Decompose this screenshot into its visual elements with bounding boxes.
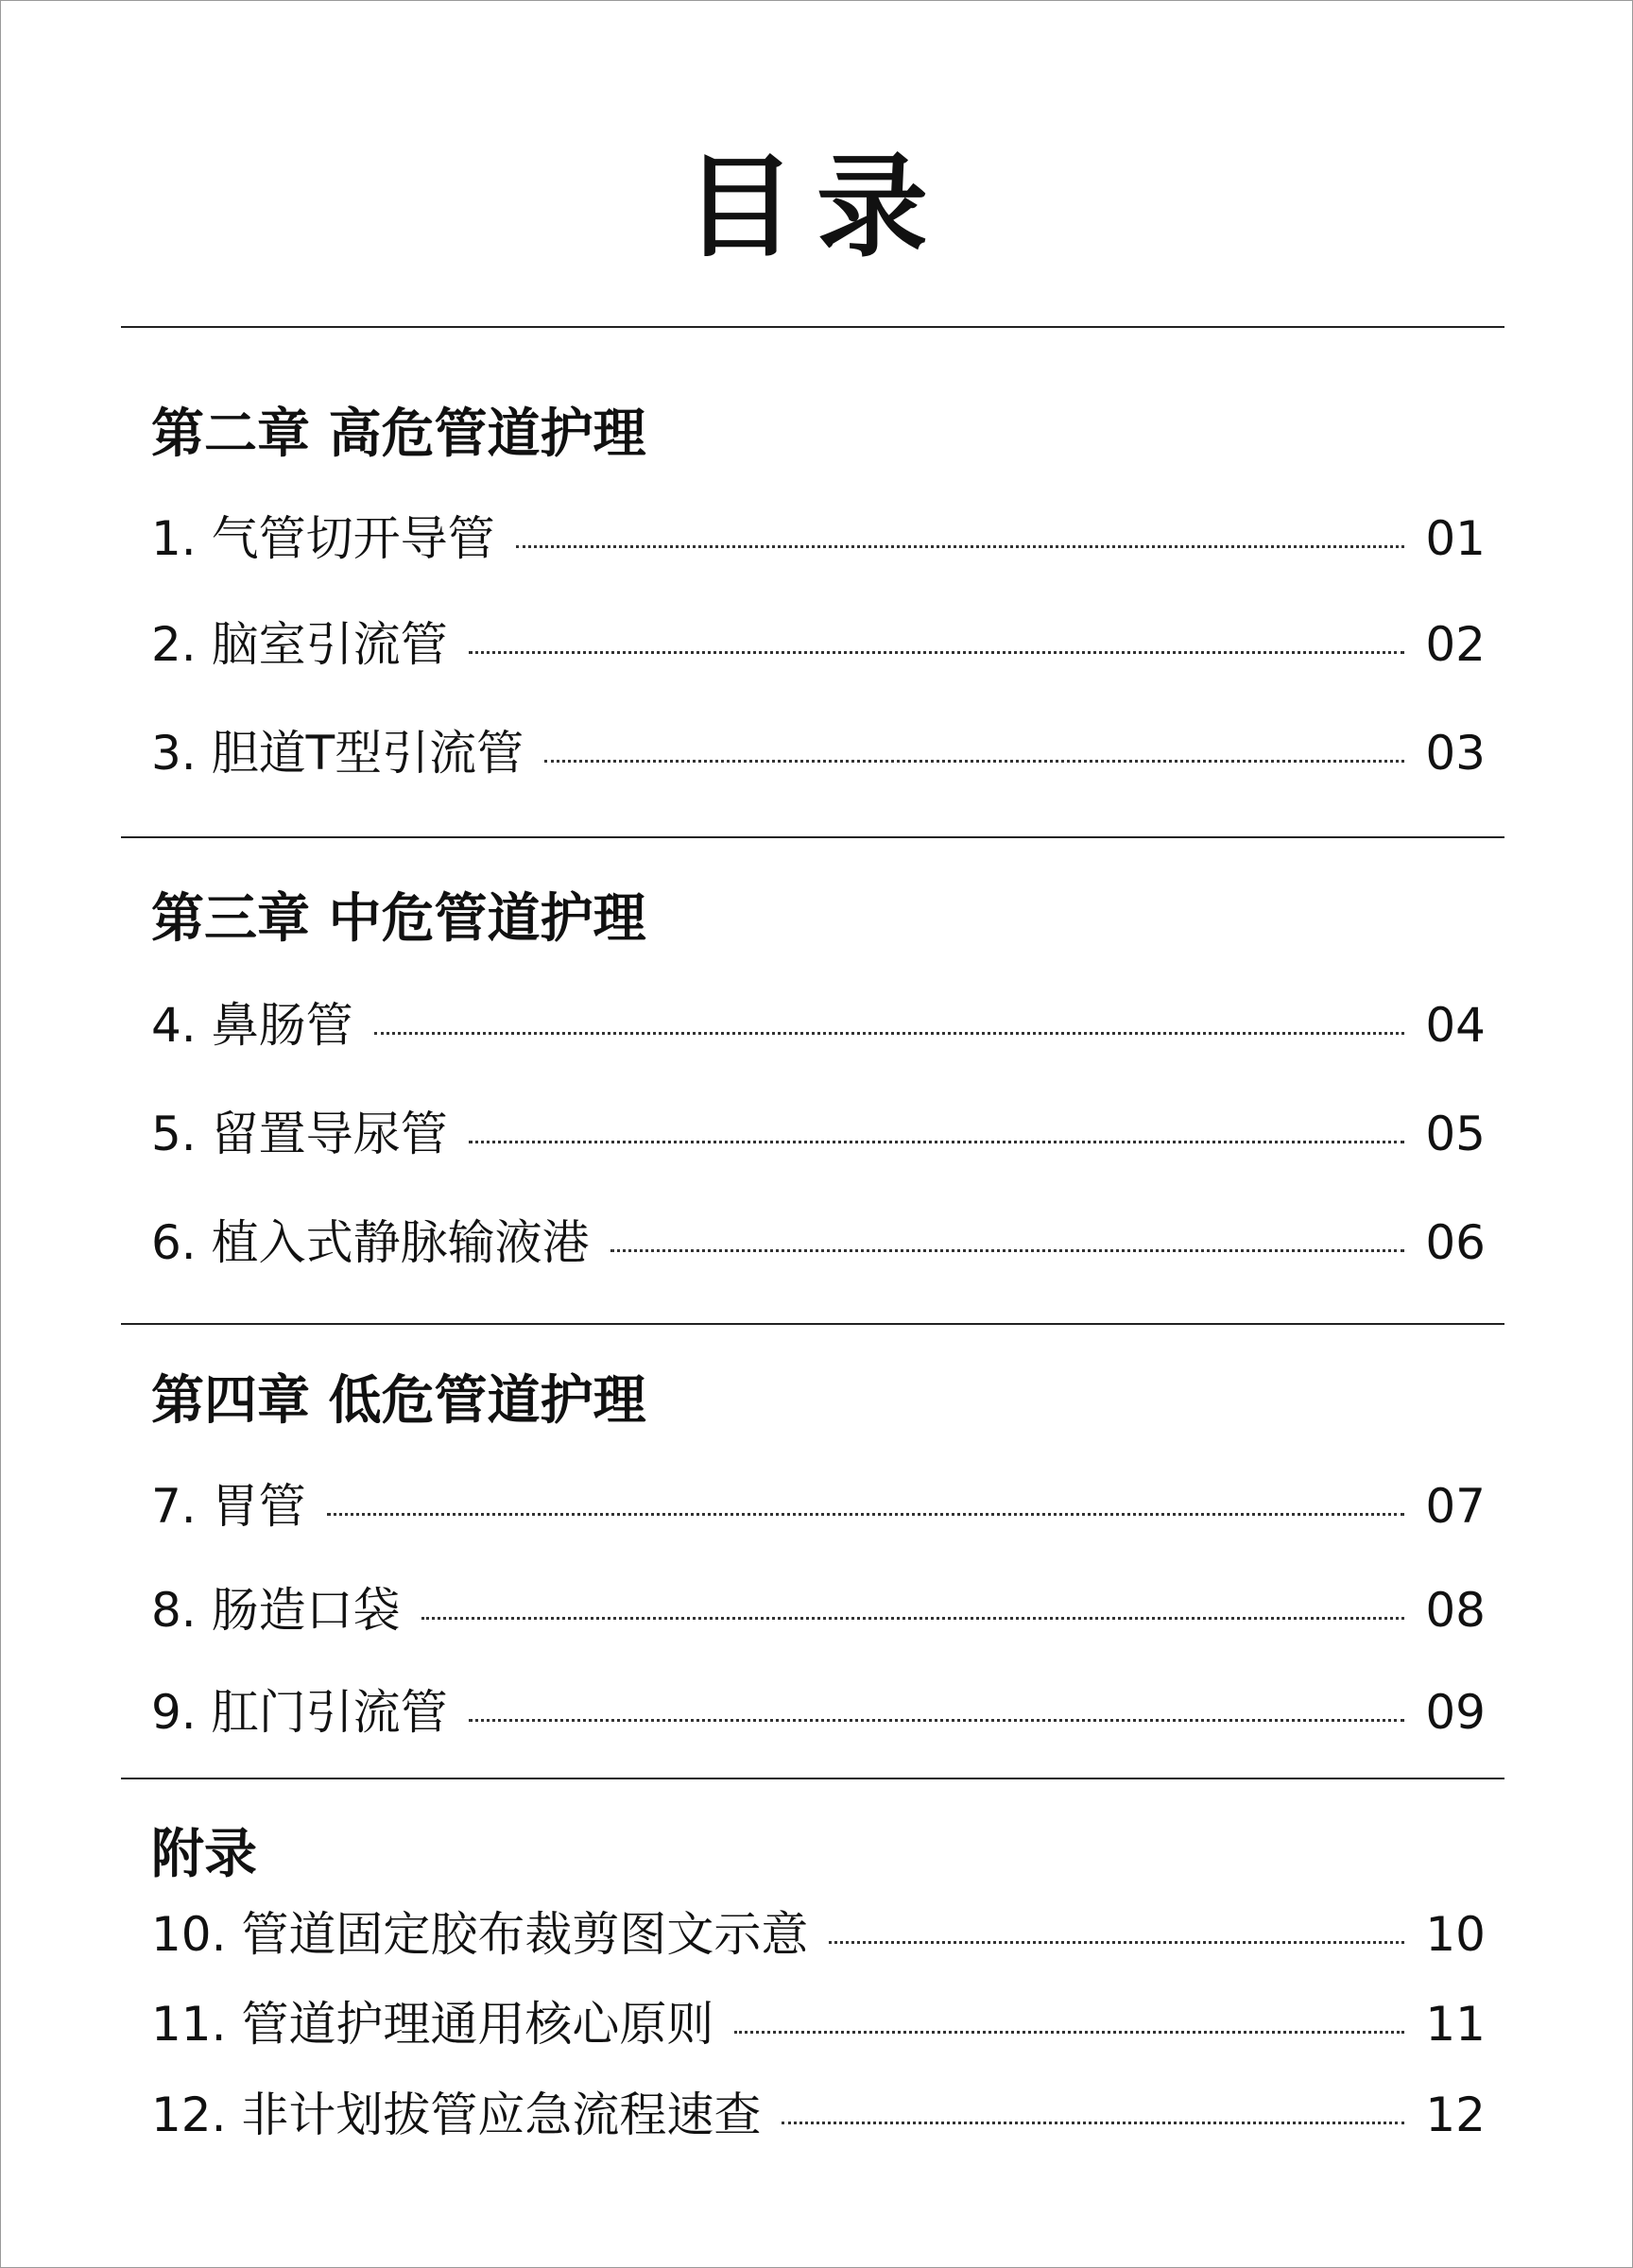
toc-entry-title: 12. 非计划拔管应急流程速查 xyxy=(151,2088,762,2142)
appendix-heading: 附录 xyxy=(151,1824,257,1885)
toc-entry[interactable] xyxy=(151,995,1486,1056)
dot-leader xyxy=(829,1941,1404,1944)
divider xyxy=(121,1323,1504,1325)
dot-leader xyxy=(374,1032,1404,1035)
toc-entry[interactable] xyxy=(151,1212,1486,1273)
dot-leader xyxy=(469,1719,1404,1722)
toc-entry-page: 02 xyxy=(1425,617,1486,672)
toc-entry-page: 05 xyxy=(1425,1107,1486,1161)
dot-leader xyxy=(734,2031,1404,2034)
toc-entry-title: 10. 管道固定胶布裁剪图文示意 xyxy=(151,1907,809,1962)
toc-entry[interactable] xyxy=(151,1104,1486,1164)
toc-entry-page: 04 xyxy=(1425,998,1486,1053)
dot-leader xyxy=(610,1249,1404,1252)
dot-leader xyxy=(516,545,1404,548)
toc-entry[interactable] xyxy=(151,2085,1486,2145)
dot-leader xyxy=(421,1617,1404,1620)
toc-entry-title: 8. 肠造口袋 xyxy=(151,1583,401,1638)
divider xyxy=(121,326,1504,328)
toc-entry-title: 6. 植入式静脉输液港 xyxy=(151,1215,590,1270)
toc-entry-page: 08 xyxy=(1425,1583,1486,1638)
toc-entry-title: 3. 胆道T型引流管 xyxy=(151,726,524,781)
toc-entry-page: 06 xyxy=(1425,1215,1486,1270)
toc-entry[interactable] xyxy=(151,508,1486,569)
toc-entry[interactable] xyxy=(151,1994,1486,2054)
toc-entry-title: 11. 管道护理通用核心原则 xyxy=(151,1997,714,2052)
chapter-heading: 第二章 高危管道护理 xyxy=(151,404,646,465)
page-title: 目录 xyxy=(683,142,949,272)
toc-entry[interactable] xyxy=(151,1904,1486,1965)
toc-entry[interactable] xyxy=(151,723,1486,783)
toc-entry-page: 03 xyxy=(1425,726,1486,781)
divider xyxy=(121,836,1504,838)
toc-entry-page: 01 xyxy=(1425,511,1486,566)
toc-entry-page: 07 xyxy=(1425,1479,1486,1534)
divider xyxy=(121,1778,1504,1779)
toc-entry-page: 10 xyxy=(1425,1907,1486,1962)
toc-entry[interactable] xyxy=(151,614,1486,675)
toc-entry-title: 7. 胃管 xyxy=(151,1479,306,1534)
dot-leader xyxy=(469,651,1404,654)
dot-leader xyxy=(469,1141,1404,1143)
dot-leader xyxy=(544,760,1404,763)
toc-entry-title: 5. 留置导尿管 xyxy=(151,1107,448,1161)
toc-entry-page: 11 xyxy=(1425,1997,1486,2052)
dot-leader xyxy=(782,2122,1404,2124)
toc-entry-title: 2. 脑室引流管 xyxy=(151,617,448,672)
chapter-heading: 第三章 中危管道护理 xyxy=(151,888,646,950)
toc-entry-title: 9. 肛门引流管 xyxy=(151,1685,448,1740)
toc-entry[interactable] xyxy=(151,1580,1486,1641)
toc-entry-title: 1. 气管切开导管 xyxy=(151,511,495,566)
toc-entry-title: 4. 鼻肠管 xyxy=(151,998,353,1053)
toc-entry-page: 09 xyxy=(1425,1685,1486,1740)
toc-entry[interactable] xyxy=(151,1476,1486,1537)
toc-entry-page: 12 xyxy=(1425,2088,1486,2142)
dot-leader xyxy=(327,1513,1404,1516)
toc-entry[interactable] xyxy=(151,1682,1486,1743)
chapter-heading: 第四章 低危管道护理 xyxy=(151,1370,646,1432)
